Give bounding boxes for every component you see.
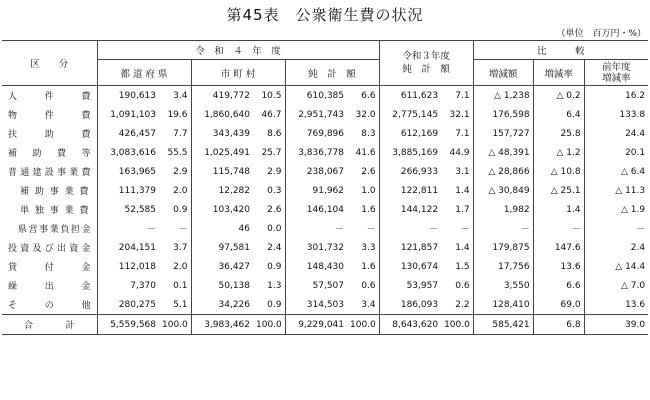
header-r3-line2: 純 計 額	[402, 64, 450, 75]
cell-city: 46	[191, 219, 253, 238]
row-label: 合計	[2, 315, 97, 335]
cell-pref-pct: 19.6	[167, 109, 188, 120]
cell-r3: 266,933	[379, 162, 441, 181]
cell-r3: 3,885,169	[379, 143, 441, 162]
cell-prev: 133.8	[584, 105, 648, 124]
cell-city: 50,138	[191, 276, 253, 295]
cell-pref-pct: 2.0	[173, 185, 188, 196]
header-prev-line2: 増減率	[602, 72, 631, 84]
cell-pref-pct: 100.0	[159, 315, 191, 335]
table-row	[2, 200, 648, 219]
cell-net: －	[285, 219, 347, 238]
cell-rate: 147.6	[533, 238, 584, 257]
header-r4-net: 純 計 額	[285, 60, 379, 86]
cell-rate: △ 1.2	[533, 143, 584, 162]
cell-net-pct: 0.6	[361, 280, 376, 291]
cell-r3: 144,122	[379, 200, 441, 219]
cell-city-pct: 100.0	[253, 315, 285, 335]
table-row	[2, 86, 648, 106]
cell-rate: △ 25.1	[533, 181, 584, 200]
header-prev-line1: 前年度	[602, 61, 631, 73]
cell-city: 12,282	[191, 181, 253, 200]
cell-pref-pct: 2.9	[173, 166, 188, 177]
cell-pref-pct: －	[178, 225, 188, 235]
cell-net-pct: 8.3	[361, 128, 376, 139]
cell-net: 2,951,743	[285, 105, 347, 124]
cell-prev: 39.0	[584, 315, 648, 335]
public-health-expense-table	[2, 40, 648, 335]
cell-r3-pct: 3.1	[455, 166, 470, 177]
cell-net: 238,067	[285, 162, 347, 181]
header-r4-pref: 都 道 府 県	[97, 60, 191, 86]
row-label: 繰出金	[8, 282, 91, 292]
cell-prev: △ 7.0	[584, 276, 648, 295]
table-row	[2, 238, 648, 257]
table-row	[2, 162, 648, 181]
table-row	[2, 143, 648, 162]
cell-net-pct: 3.4	[361, 299, 376, 310]
row-label: 扶助費	[8, 130, 91, 140]
row-label: 単独事業費	[20, 206, 89, 216]
cell-city: 419,772	[191, 86, 253, 106]
cell-pref: 111,379	[97, 181, 159, 200]
row-label: 人件費	[8, 92, 91, 102]
cell-r3: 53,957	[379, 276, 441, 295]
cell-city: 97,581	[191, 238, 253, 257]
cell-net: 148,430	[285, 257, 347, 276]
cell-pref-pct: 5.1	[173, 299, 188, 310]
cell-rate: 1.4	[533, 200, 584, 219]
cell-r3-pct: 100.0	[441, 315, 473, 335]
cell-rate: 69.0	[533, 295, 584, 315]
row-label: 貸付金	[8, 263, 91, 273]
table-row	[2, 295, 648, 315]
cell-r3-pct: 44.9	[449, 147, 470, 158]
cell-diff: 128,410	[473, 295, 533, 315]
cell-r3: 2,775,145	[379, 105, 441, 124]
row-label: 普通建設事業費	[8, 168, 91, 178]
table-row	[2, 124, 648, 143]
cell-pref: 426,457	[97, 124, 159, 143]
cell-net: 9,229,041	[285, 315, 347, 335]
cell-pref-pct: 7.7	[173, 128, 188, 139]
cell-prev: 13.6	[584, 295, 648, 315]
cell-net: 57,507	[285, 276, 347, 295]
cell-diff: 176,598	[473, 105, 533, 124]
row-label: 補助事業費	[20, 187, 89, 197]
cell-rate: 25.8	[533, 124, 584, 143]
cell-pref: 7,370	[97, 276, 159, 295]
cell-rate: △ 10.8	[533, 162, 584, 181]
header-diff: 増減額	[473, 60, 533, 86]
cell-prev: －	[584, 219, 648, 238]
header-prev	[584, 60, 648, 86]
cell-diff: △ 1,238	[473, 86, 533, 106]
cell-pref-pct: 3.4	[173, 90, 188, 101]
cell-prev: 16.2	[584, 86, 648, 106]
cell-r3: 121,857	[379, 238, 441, 257]
cell-pref: －	[97, 219, 159, 238]
cell-diff: 157,727	[473, 124, 533, 143]
cell-diff: 1,982	[473, 200, 533, 219]
cell-pref: 112,018	[97, 257, 159, 276]
cell-pref-pct: 0.9	[173, 204, 188, 215]
row-label: 物件費	[8, 111, 91, 121]
row-label: その他	[8, 301, 91, 311]
cell-net-pct: 1.6	[361, 261, 376, 272]
cell-city-pct: 0.0	[267, 223, 282, 234]
cell-net: 3,836,778	[285, 143, 347, 162]
header-r3-line1: 令和３年度	[402, 51, 450, 62]
cell-city: 1,860,640	[191, 105, 253, 124]
cell-r3-pct: 1.5	[455, 261, 470, 272]
cell-diff: 3,550	[473, 276, 533, 295]
cell-city-pct: 2.6	[267, 204, 282, 215]
cell-pref: 204,151	[97, 238, 159, 257]
cell-r3-pct: 0.6	[455, 280, 470, 291]
header-r4: 令 和 ４ 年 度	[97, 41, 379, 60]
cell-rate: 13.6	[533, 257, 584, 276]
cell-rate: －	[533, 219, 584, 238]
cell-r3-pct: 7.1	[455, 128, 470, 139]
cell-diff: 585,421	[473, 315, 533, 335]
header-category: 区 分	[2, 41, 97, 86]
cell-city-pct: 2.4	[267, 242, 282, 253]
cell-net: 610,385	[285, 86, 347, 106]
row-label: 補助費等	[8, 149, 91, 159]
cell-diff: 17,756	[473, 257, 533, 276]
cell-rate: 6.4	[533, 105, 584, 124]
cell-r3: 8,643,620	[379, 315, 441, 335]
cell-city-pct: 2.9	[267, 166, 282, 177]
cell-city-pct: 0.9	[267, 299, 282, 310]
cell-net-pct: 100.0	[347, 315, 379, 335]
table-row	[2, 219, 648, 238]
cell-pref-pct: 0.1	[173, 280, 188, 291]
cell-pref-pct: 55.5	[167, 147, 188, 158]
total-row	[2, 315, 648, 335]
table-row	[2, 257, 648, 276]
cell-city-pct: 0.9	[267, 261, 282, 272]
cell-r3-pct: 2.2	[455, 299, 470, 310]
cell-prev: △ 14.4	[584, 257, 648, 276]
cell-r3: 186,093	[379, 295, 441, 315]
cell-prev: 20.1	[584, 143, 648, 162]
cell-net-pct: －	[366, 225, 376, 235]
header-r3	[379, 41, 473, 86]
cell-net: 91,962	[285, 181, 347, 200]
cell-net-pct: 1.6	[361, 204, 376, 215]
cell-city-pct: 1.3	[267, 280, 282, 291]
cell-diff: －	[473, 219, 533, 238]
table-row	[2, 276, 648, 295]
cell-net-pct: 2.6	[361, 166, 376, 177]
cell-pref: 52,585	[97, 200, 159, 219]
cell-diff: △ 28,866	[473, 162, 533, 181]
row-label: 投資及び出資金	[8, 244, 91, 254]
cell-net-pct: 1.0	[361, 185, 376, 196]
cell-rate: 6.8	[533, 315, 584, 335]
cell-rate: 6.6	[533, 276, 584, 295]
cell-r3: 122,811	[379, 181, 441, 200]
cell-r3: 130,674	[379, 257, 441, 276]
cell-rate: △ 0.2	[533, 86, 584, 106]
cell-net-pct: 6.6	[361, 90, 376, 101]
cell-pref: 190,613	[97, 86, 159, 106]
cell-r3: －	[379, 219, 441, 238]
cell-net-pct: 3.3	[361, 242, 376, 253]
cell-net: 314,503	[285, 295, 347, 315]
cell-diff: △ 30,849	[473, 181, 533, 200]
row-label: 県営事業負担金	[18, 225, 91, 235]
cell-pref-pct: 3.7	[173, 242, 188, 253]
cell-net-pct: 41.6	[355, 147, 376, 158]
cell-pref: 1,091,103	[97, 105, 159, 124]
cell-city: 115,748	[191, 162, 253, 181]
cell-city: 1,025,491	[191, 143, 253, 162]
cell-city: 3,983,462	[191, 315, 253, 335]
cell-net: 301,732	[285, 238, 347, 257]
cell-prev: 2.4	[584, 238, 648, 257]
cell-diff: 179,875	[473, 238, 533, 257]
table-row	[2, 181, 648, 200]
cell-prev: △ 11.3	[584, 181, 648, 200]
cell-pref-pct: 2.0	[173, 261, 188, 272]
unit-note: （単位 百万円・%）	[556, 29, 646, 39]
table-title: 第45表 公衆衛生費の状況	[226, 6, 424, 24]
cell-city: 34,226	[191, 295, 253, 315]
cell-city-pct: 8.6	[267, 128, 282, 139]
cell-pref: 3,083,616	[97, 143, 159, 162]
cell-r3-pct: －	[460, 225, 470, 235]
cell-city-pct: 46.7	[261, 109, 282, 120]
cell-city-pct: 10.5	[261, 90, 282, 101]
cell-pref: 5,559,568	[97, 315, 159, 335]
cell-prev: △ 6.4	[584, 162, 648, 181]
cell-r3-pct: 1.7	[455, 204, 470, 215]
cell-r3-pct: 32.1	[449, 109, 470, 120]
cell-city-pct: 25.7	[261, 147, 282, 158]
cell-r3: 612,169	[379, 124, 441, 143]
cell-city: 103,420	[191, 200, 253, 219]
cell-r3-pct: 1.4	[455, 242, 470, 253]
cell-city-pct: 0.3	[267, 185, 282, 196]
header-r4-city: 市 町 村	[191, 60, 285, 86]
cell-city: 343,439	[191, 124, 253, 143]
cell-prev: △ 1.9	[584, 200, 648, 219]
cell-net: 769,896	[285, 124, 347, 143]
cell-prev: 24.4	[584, 124, 648, 143]
cell-r3: 611,623	[379, 86, 441, 106]
cell-r3-pct: 1.4	[455, 185, 470, 196]
header-compare: 比 較	[473, 41, 648, 60]
cell-city: 36,427	[191, 257, 253, 276]
cell-net: 146,104	[285, 200, 347, 219]
cell-pref: 163,965	[97, 162, 159, 181]
cell-pref: 280,275	[97, 295, 159, 315]
table-row	[2, 105, 648, 124]
cell-net-pct: 32.0	[355, 109, 376, 120]
cell-r3-pct: 7.1	[455, 90, 470, 101]
cell-diff: △ 48,391	[473, 143, 533, 162]
header-rate: 増減率	[533, 60, 584, 86]
